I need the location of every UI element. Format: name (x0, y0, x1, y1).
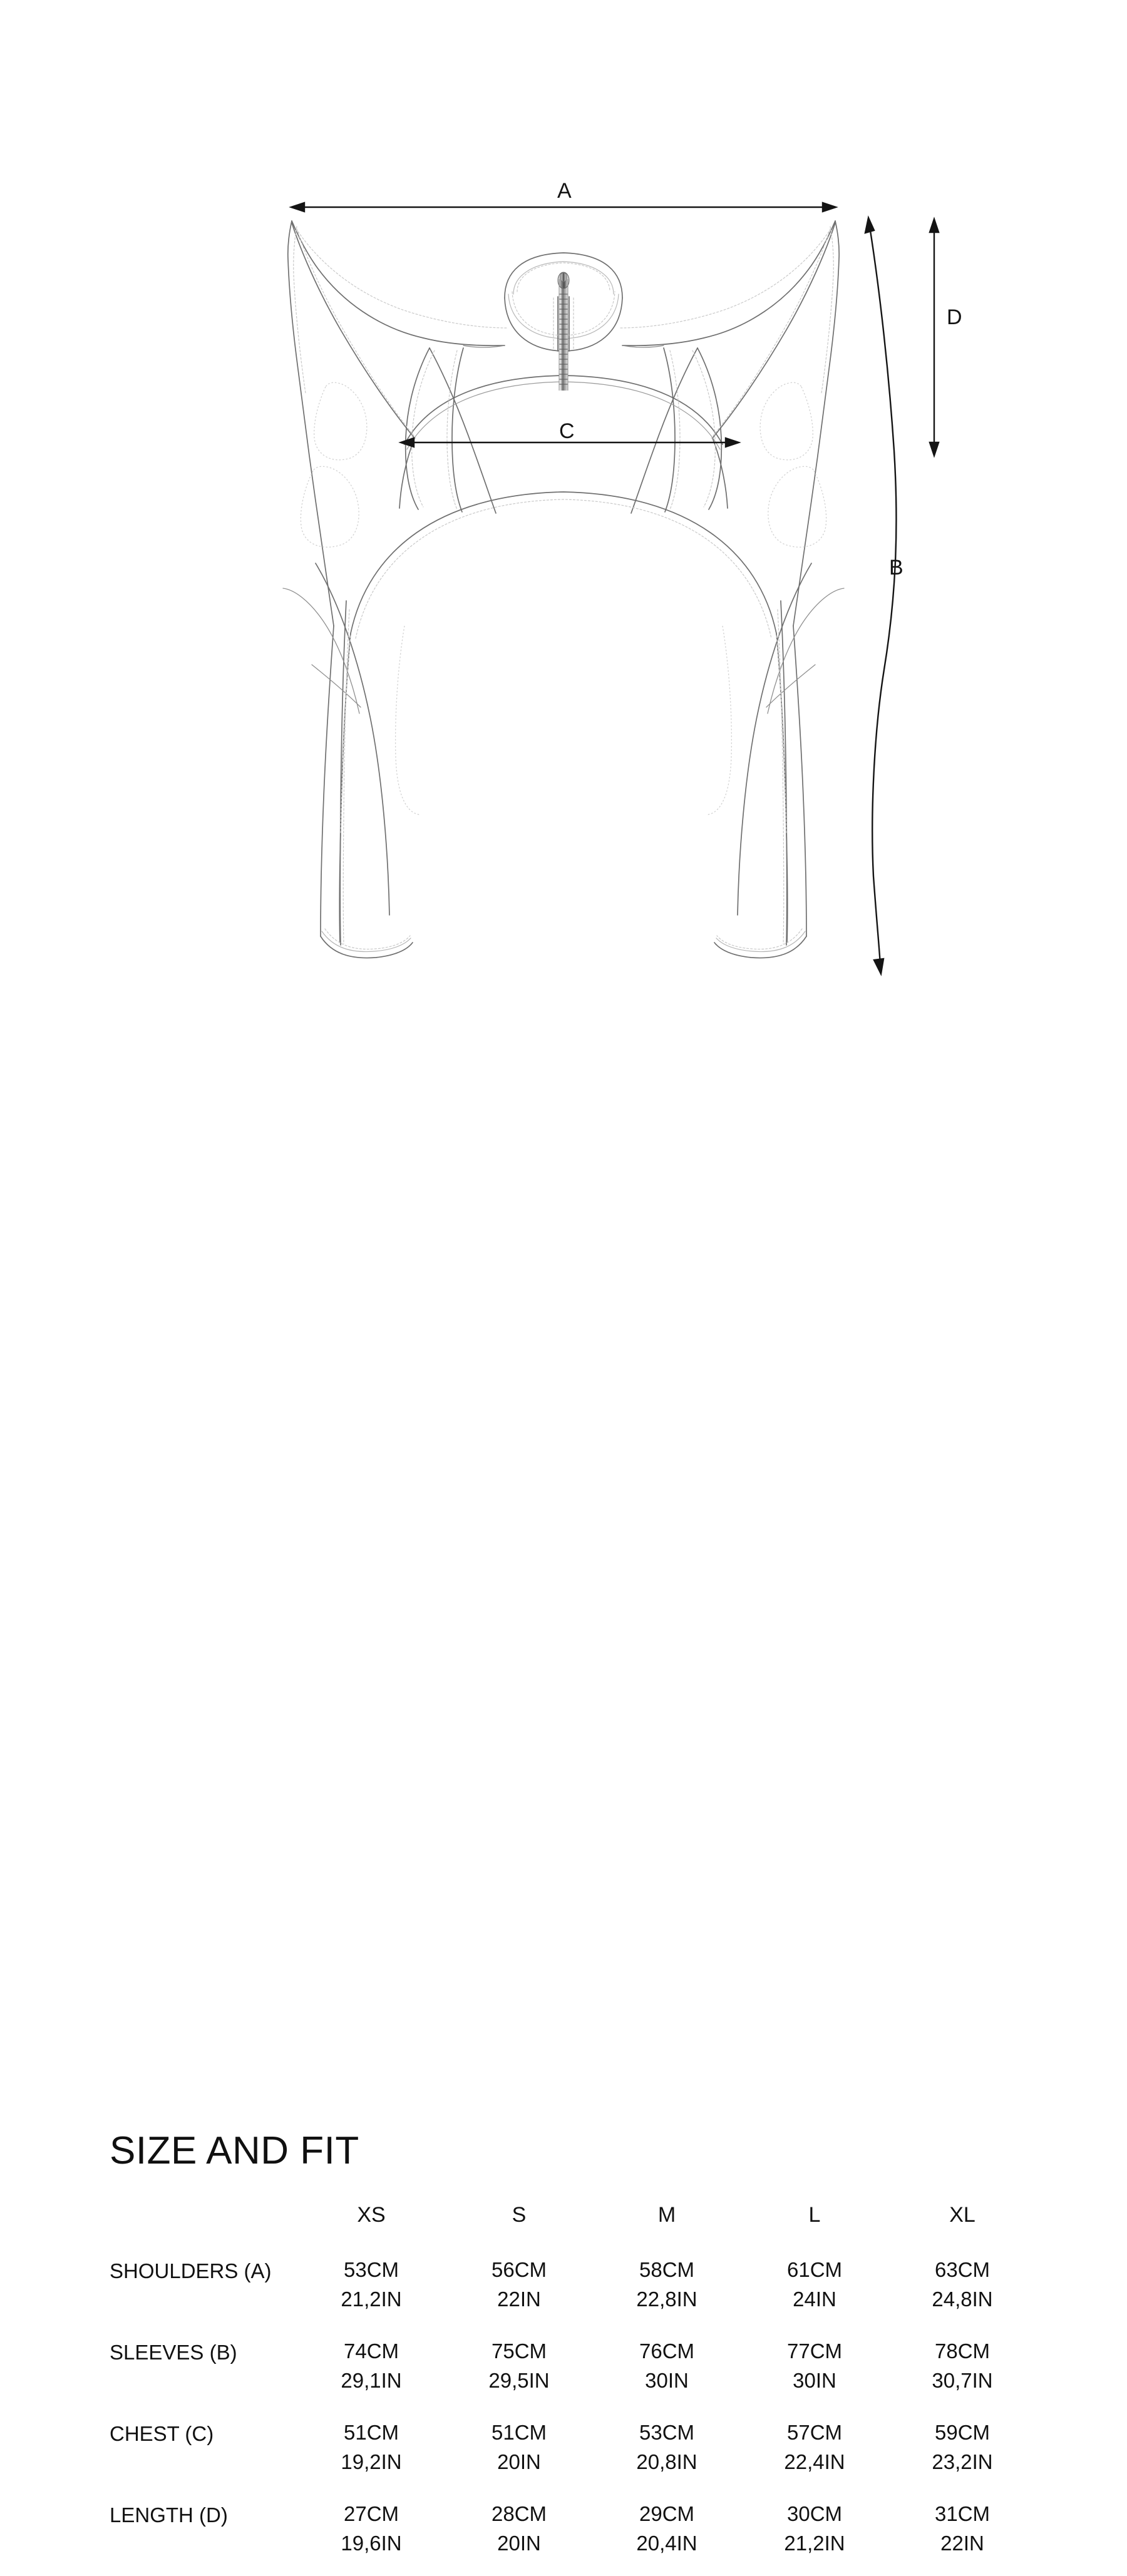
table-row-shoulders (110, 2251, 1036, 2332)
value-cm: 61CM (786, 2258, 843, 2281)
value-cm: 77CM (786, 2339, 843, 2363)
value-cm: 27CM (343, 2502, 399, 2525)
value-inch: 29,1IN (341, 2368, 402, 2392)
value-cm: 28CM (491, 2502, 547, 2525)
cell-chest-m (593, 2413, 741, 2495)
value-inch: 22IN (497, 2287, 541, 2311)
value-inch: 20IN (497, 2450, 541, 2473)
value-inch: 23,2IN (932, 2450, 993, 2473)
value-inch: 22,4IN (784, 2450, 845, 2473)
value-inch: 29,5IN (488, 2368, 550, 2392)
table-row-sleeves (110, 2332, 1036, 2413)
cell-sleeves-s (445, 2332, 593, 2413)
row-label-length: LENGTH (D) (110, 2503, 228, 2527)
value-inch: 20,8IN (636, 2450, 697, 2473)
cell-sleeves-m (593, 2332, 741, 2413)
dimension-label-d: D (947, 305, 963, 329)
table-row-length (110, 2495, 1036, 2576)
cell-sleeves-xl (888, 2332, 1036, 2413)
center-front-zipper (558, 272, 569, 391)
cell-length-m (593, 2495, 741, 2576)
size-chart-table (110, 2203, 1036, 2576)
left-body-panel (288, 221, 505, 626)
cell-chest-xl (888, 2413, 1036, 2495)
value-cm: 74CM (343, 2339, 399, 2363)
value-cm: 57CM (786, 2421, 843, 2444)
value-inch: 22,8IN (636, 2287, 697, 2311)
cell-chest-s (445, 2413, 593, 2495)
dimension-label-a: A (557, 179, 572, 203)
value-cm: 76CM (639, 2339, 695, 2363)
value-inch: 20IN (497, 2531, 541, 2555)
value-cm: 53CM (639, 2421, 695, 2444)
value-inch: 30IN (645, 2368, 689, 2392)
value-cm: 53CM (343, 2258, 399, 2281)
value-inch: 30,7IN (932, 2368, 993, 2392)
dimension-arrows (291, 203, 939, 974)
size-header-row (110, 2203, 1036, 2251)
cell-length-l (741, 2495, 888, 2576)
size-header-xs: XS (357, 2203, 386, 2227)
dimension-arrow-a (291, 203, 836, 212)
size-header-s: S (512, 2203, 527, 2227)
size-header-m: M (657, 2203, 676, 2227)
cell-sleeves-xs (297, 2332, 445, 2413)
value-inch: 19,2IN (341, 2450, 402, 2473)
value-inch: 22IN (940, 2531, 984, 2555)
cell-chest-xs (297, 2413, 445, 2495)
zipper-pull-icon (558, 272, 569, 289)
row-label-shoulders: SHOULDERS (A) (110, 2259, 272, 2282)
value-cm: 31CM (934, 2502, 991, 2525)
garment-sketch-svg (0, 0, 1127, 1039)
right-sleeve (714, 563, 844, 958)
value-cm: 59CM (934, 2421, 991, 2444)
underarm-seams (399, 438, 728, 508)
cell-chest-l (741, 2413, 888, 2495)
dimension-label-c: C (559, 419, 575, 443)
table-row-chest (110, 2413, 1036, 2495)
cell-shoulders-l (741, 2251, 888, 2332)
table-corner-cell (110, 2203, 297, 2251)
value-inch: 30IN (793, 2368, 836, 2392)
size-header-l: L (808, 2203, 821, 2227)
row-label-sleeves: SLEEVES (B) (110, 2341, 237, 2364)
cell-length-xl (888, 2495, 1036, 2576)
value-inch: 20,4IN (636, 2531, 697, 2555)
cell-sleeves-l (741, 2332, 888, 2413)
value-cm: 58CM (639, 2258, 695, 2281)
cell-length-s (445, 2495, 593, 2576)
cell-shoulders-xs (297, 2251, 445, 2332)
size-header-xl: XL (949, 2203, 975, 2227)
value-inch: 21,2IN (784, 2531, 845, 2555)
value-cm: 56CM (491, 2258, 547, 2281)
size-and-fit-section (0, 1058, 1127, 2555)
cell-length-xs (297, 2495, 445, 2576)
value-cm: 75CM (491, 2339, 547, 2363)
value-cm: 29CM (639, 2502, 695, 2525)
dimension-arrow-b (870, 227, 896, 965)
dimension-label-b: B (889, 556, 904, 580)
row-label-chest: CHEST (C) (110, 2422, 214, 2445)
value-inch: 21,2IN (341, 2287, 402, 2311)
left-sleeve (283, 563, 413, 958)
value-cm: 30CM (786, 2502, 843, 2525)
value-cm: 63CM (934, 2258, 991, 2281)
value-cm: 51CM (343, 2421, 399, 2444)
value-inch: 24,8IN (932, 2287, 993, 2311)
garment-technical-drawing (0, 0, 1127, 1039)
value-inch: 19,6IN (341, 2531, 402, 2555)
cell-shoulders-m (593, 2251, 741, 2332)
cell-shoulders-s (445, 2251, 593, 2332)
cell-shoulders-xl (888, 2251, 1036, 2332)
value-inch: 24IN (793, 2287, 836, 2311)
right-body-panel (622, 221, 839, 626)
dimension-arrow-d (930, 219, 939, 456)
size-and-fit-title: SIZE AND FIT (110, 2129, 359, 2172)
value-cm: 51CM (491, 2421, 547, 2444)
shoulder-padding-outlines (301, 382, 826, 815)
value-cm: 78CM (934, 2339, 991, 2363)
